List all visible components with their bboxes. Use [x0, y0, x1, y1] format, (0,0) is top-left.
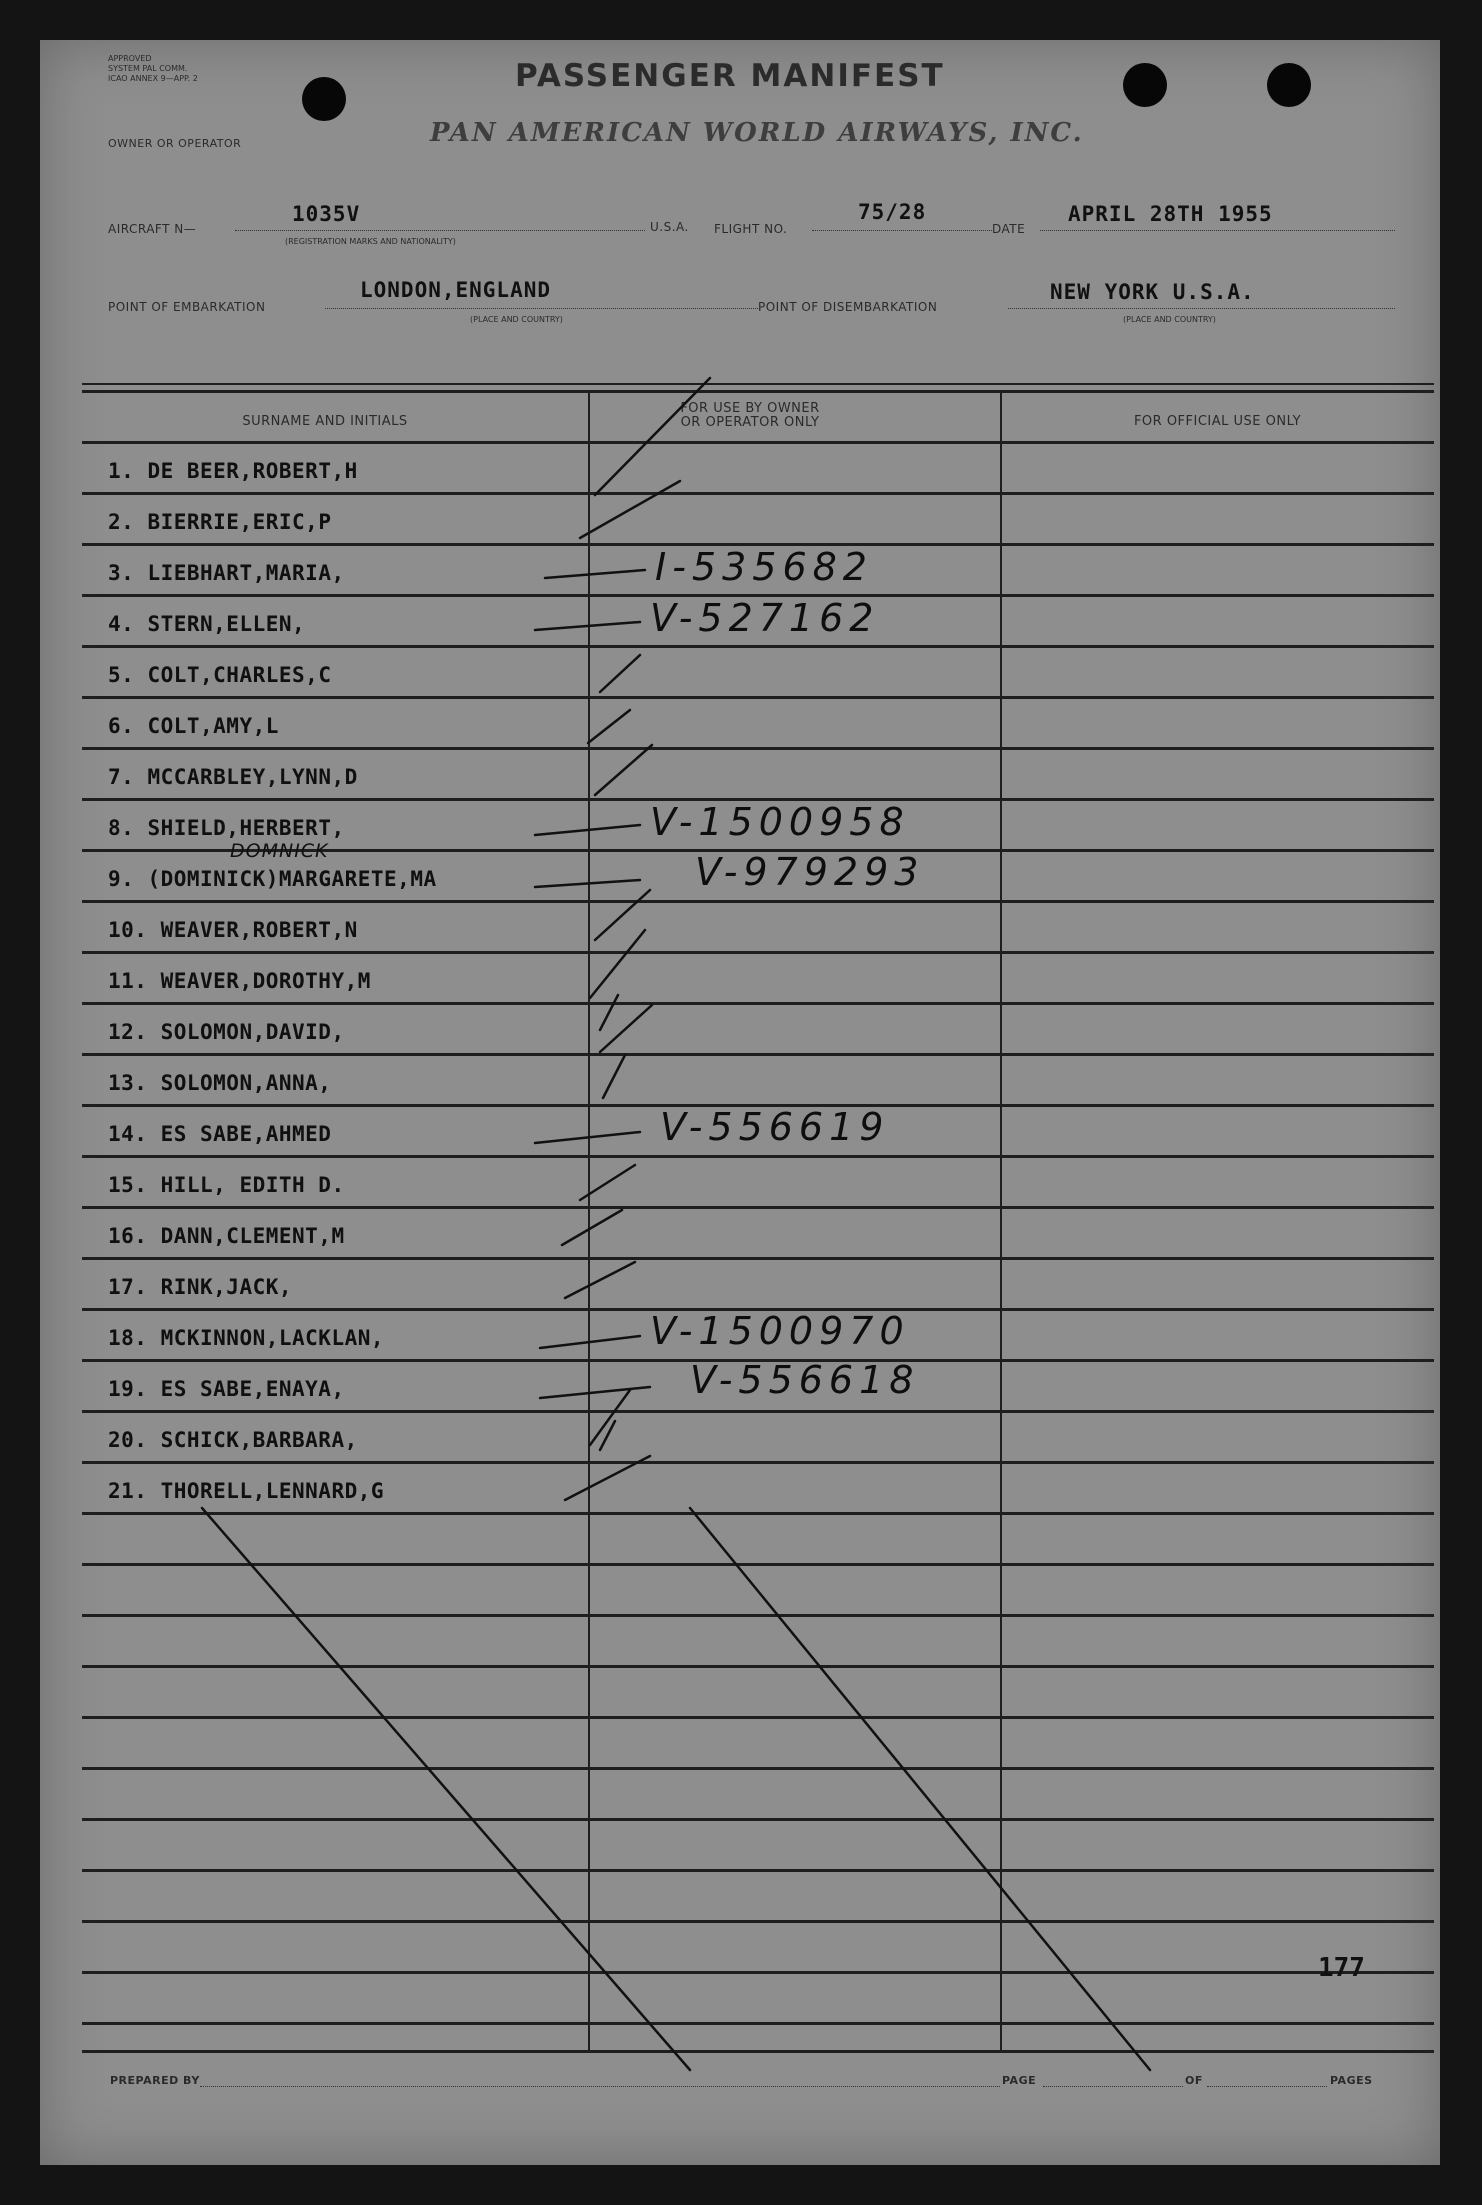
row-number: 18.: [108, 1326, 148, 1350]
handwritten-note: I-535682: [655, 545, 873, 589]
check-mark: [600, 1005, 652, 1052]
passenger-name: (DOMINICK)MARGARETE,MA: [147, 867, 437, 891]
of-label: OF: [1185, 2074, 1203, 2087]
handwritten-note: V-527162: [650, 596, 880, 640]
row-number: 8.: [108, 816, 135, 840]
dash-mark: [590, 1390, 630, 1445]
aircraft-label: AIRCRAFT N—: [108, 222, 197, 236]
passenger-name: MCCARBLEY,LYNN,D: [147, 765, 358, 789]
passenger-name: MCKINNON,LACKLAN,: [160, 1326, 385, 1350]
row-number: 17.: [108, 1275, 148, 1299]
row-number: 19.: [108, 1377, 148, 1401]
page-title: PASSENGER MANIFEST: [515, 58, 945, 94]
approval-line: APPROVED: [108, 54, 152, 63]
handwritten-marks: [40, 40, 1440, 2165]
passenger-name: DANN,CLEMENT,M: [160, 1224, 345, 1248]
row-number: 4.: [108, 612, 135, 636]
passenger-name: STERN,ELLEN,: [147, 612, 306, 636]
row-number: 7.: [108, 765, 135, 789]
dash-mark: [545, 570, 645, 578]
row-number: 1.: [108, 459, 135, 483]
check-mark: [590, 930, 645, 998]
passenger-name: HILL, EDITH D.: [160, 1173, 345, 1197]
row-number: 11.: [108, 969, 148, 993]
row-number: 12.: [108, 1020, 148, 1044]
dash-mark: [540, 1336, 640, 1348]
column-header-line: OR OPERATOR ONLY: [680, 415, 820, 430]
pages-label: PAGES: [1330, 2074, 1373, 2087]
dash-mark: [535, 622, 640, 630]
disembarkation-value: NEW YORK U.S.A.: [1050, 280, 1255, 304]
passenger-name: LIEBHART,MARIA,: [147, 561, 345, 585]
embarkation-label: POINT OF EMBARKATION: [108, 300, 266, 314]
page-number-stamp: 177: [1318, 1953, 1365, 1983]
check-mark: [562, 1210, 622, 1245]
passenger-name: SHIELD,HERBERT,: [147, 816, 345, 840]
passenger-name: THORELL,LENNARD,G: [160, 1479, 385, 1503]
check-mark: [565, 1262, 635, 1298]
disembarkation-label: POINT OF DISEMBARKATION: [758, 300, 938, 314]
flight-value: 75/28: [858, 200, 927, 224]
manifest-sheet: [40, 40, 1440, 2165]
page-label: PAGE: [1002, 2074, 1037, 2087]
check-mark: [595, 745, 652, 795]
embarkation-value: LONDON,ENGLAND: [360, 278, 552, 302]
row-number: 9.: [108, 867, 135, 891]
aircraft-value: 1035V: [292, 202, 361, 226]
passenger-name: RINK,JACK,: [160, 1275, 293, 1299]
dash-mark: [535, 1132, 640, 1143]
disembarkation-caption: (PLACE AND COUNTRY): [1123, 315, 1216, 324]
column-header-surname: SURNAME AND INITIALS: [242, 414, 408, 429]
passenger-name: ES SABE,AHMED: [160, 1122, 332, 1146]
country-label: U.S.A.: [650, 220, 689, 234]
passenger-name: ES SABE,ENAYA,: [160, 1377, 345, 1401]
row-number: 16.: [108, 1224, 148, 1248]
check-mark: [603, 1055, 625, 1098]
passenger-name: SOLOMON,ANNA,: [160, 1071, 332, 1095]
column-header-line: FOR USE BY OWNER: [680, 401, 820, 416]
handwritten-correction: DOMNICK: [230, 840, 329, 862]
handwritten-note: V-556618: [690, 1358, 920, 1402]
passenger-name: WEAVER,DOROTHY,M: [160, 969, 371, 993]
passenger-name: COLT,AMY,L: [147, 714, 279, 738]
approval-line: SYSTEM PAL COMM.: [108, 64, 188, 73]
check-mark: [595, 378, 710, 495]
row-number: 3.: [108, 561, 135, 585]
check-mark: [600, 995, 618, 1030]
check-mark: [565, 1456, 650, 1500]
passenger-name: WEAVER,ROBERT,N: [160, 918, 358, 942]
row-number: 10.: [108, 918, 148, 942]
row-number: 2.: [108, 510, 135, 534]
passenger-name: SCHICK,BARBARA,: [160, 1428, 358, 1452]
owner-label: OWNER OR OPERATOR: [108, 137, 242, 150]
cancel-stroke: [690, 1508, 1150, 2070]
prepared-by-label: PREPARED BY: [110, 2074, 200, 2087]
row-number: 20.: [108, 1428, 148, 1452]
flight-label: FLIGHT NO.: [714, 222, 788, 236]
handwritten-note: V-979293: [695, 850, 925, 894]
approval-line: ICAO ANNEX 9—APP. 2: [108, 74, 198, 83]
row-number: 5.: [108, 663, 135, 687]
date-label: DATE: [992, 222, 1026, 236]
row-number: 13.: [108, 1071, 148, 1095]
dash-mark: [535, 880, 640, 887]
handwritten-note: V-1500970: [650, 1309, 910, 1353]
date-value: APRIL 28TH 1955: [1068, 202, 1273, 226]
row-number: 14.: [108, 1122, 148, 1146]
embarkation-caption: (PLACE AND COUNTRY): [470, 315, 563, 324]
check-mark: [588, 710, 630, 743]
cancel-stroke: [202, 1508, 690, 2070]
check-mark: [600, 1421, 615, 1450]
passenger-name: COLT,CHARLES,C: [147, 663, 332, 687]
handwritten-note: V-556619: [660, 1105, 890, 1149]
check-mark: [580, 1165, 635, 1200]
handwritten-note: V-1500958: [650, 800, 910, 844]
registration-caption: (REGISTRATION MARKS AND NATIONALITY): [285, 237, 456, 246]
dash-mark: [540, 1387, 650, 1398]
passenger-name: BIERRIE,ERIC,P: [147, 510, 332, 534]
row-number: 6.: [108, 714, 135, 738]
row-number: 15.: [108, 1173, 148, 1197]
passenger-name: SOLOMON,DAVID,: [160, 1020, 345, 1044]
check-mark: [580, 481, 680, 538]
passenger-name: DE BEER,ROBERT,H: [147, 459, 358, 483]
column-header-official-use: FOR OFFICIAL USE ONLY: [1133, 414, 1302, 429]
row-number: 21.: [108, 1479, 148, 1503]
check-mark: [600, 655, 640, 692]
owner-value: PAN AMERICAN WORLD AIRWAYS, INC.: [430, 118, 1084, 148]
dash-mark: [535, 825, 640, 835]
